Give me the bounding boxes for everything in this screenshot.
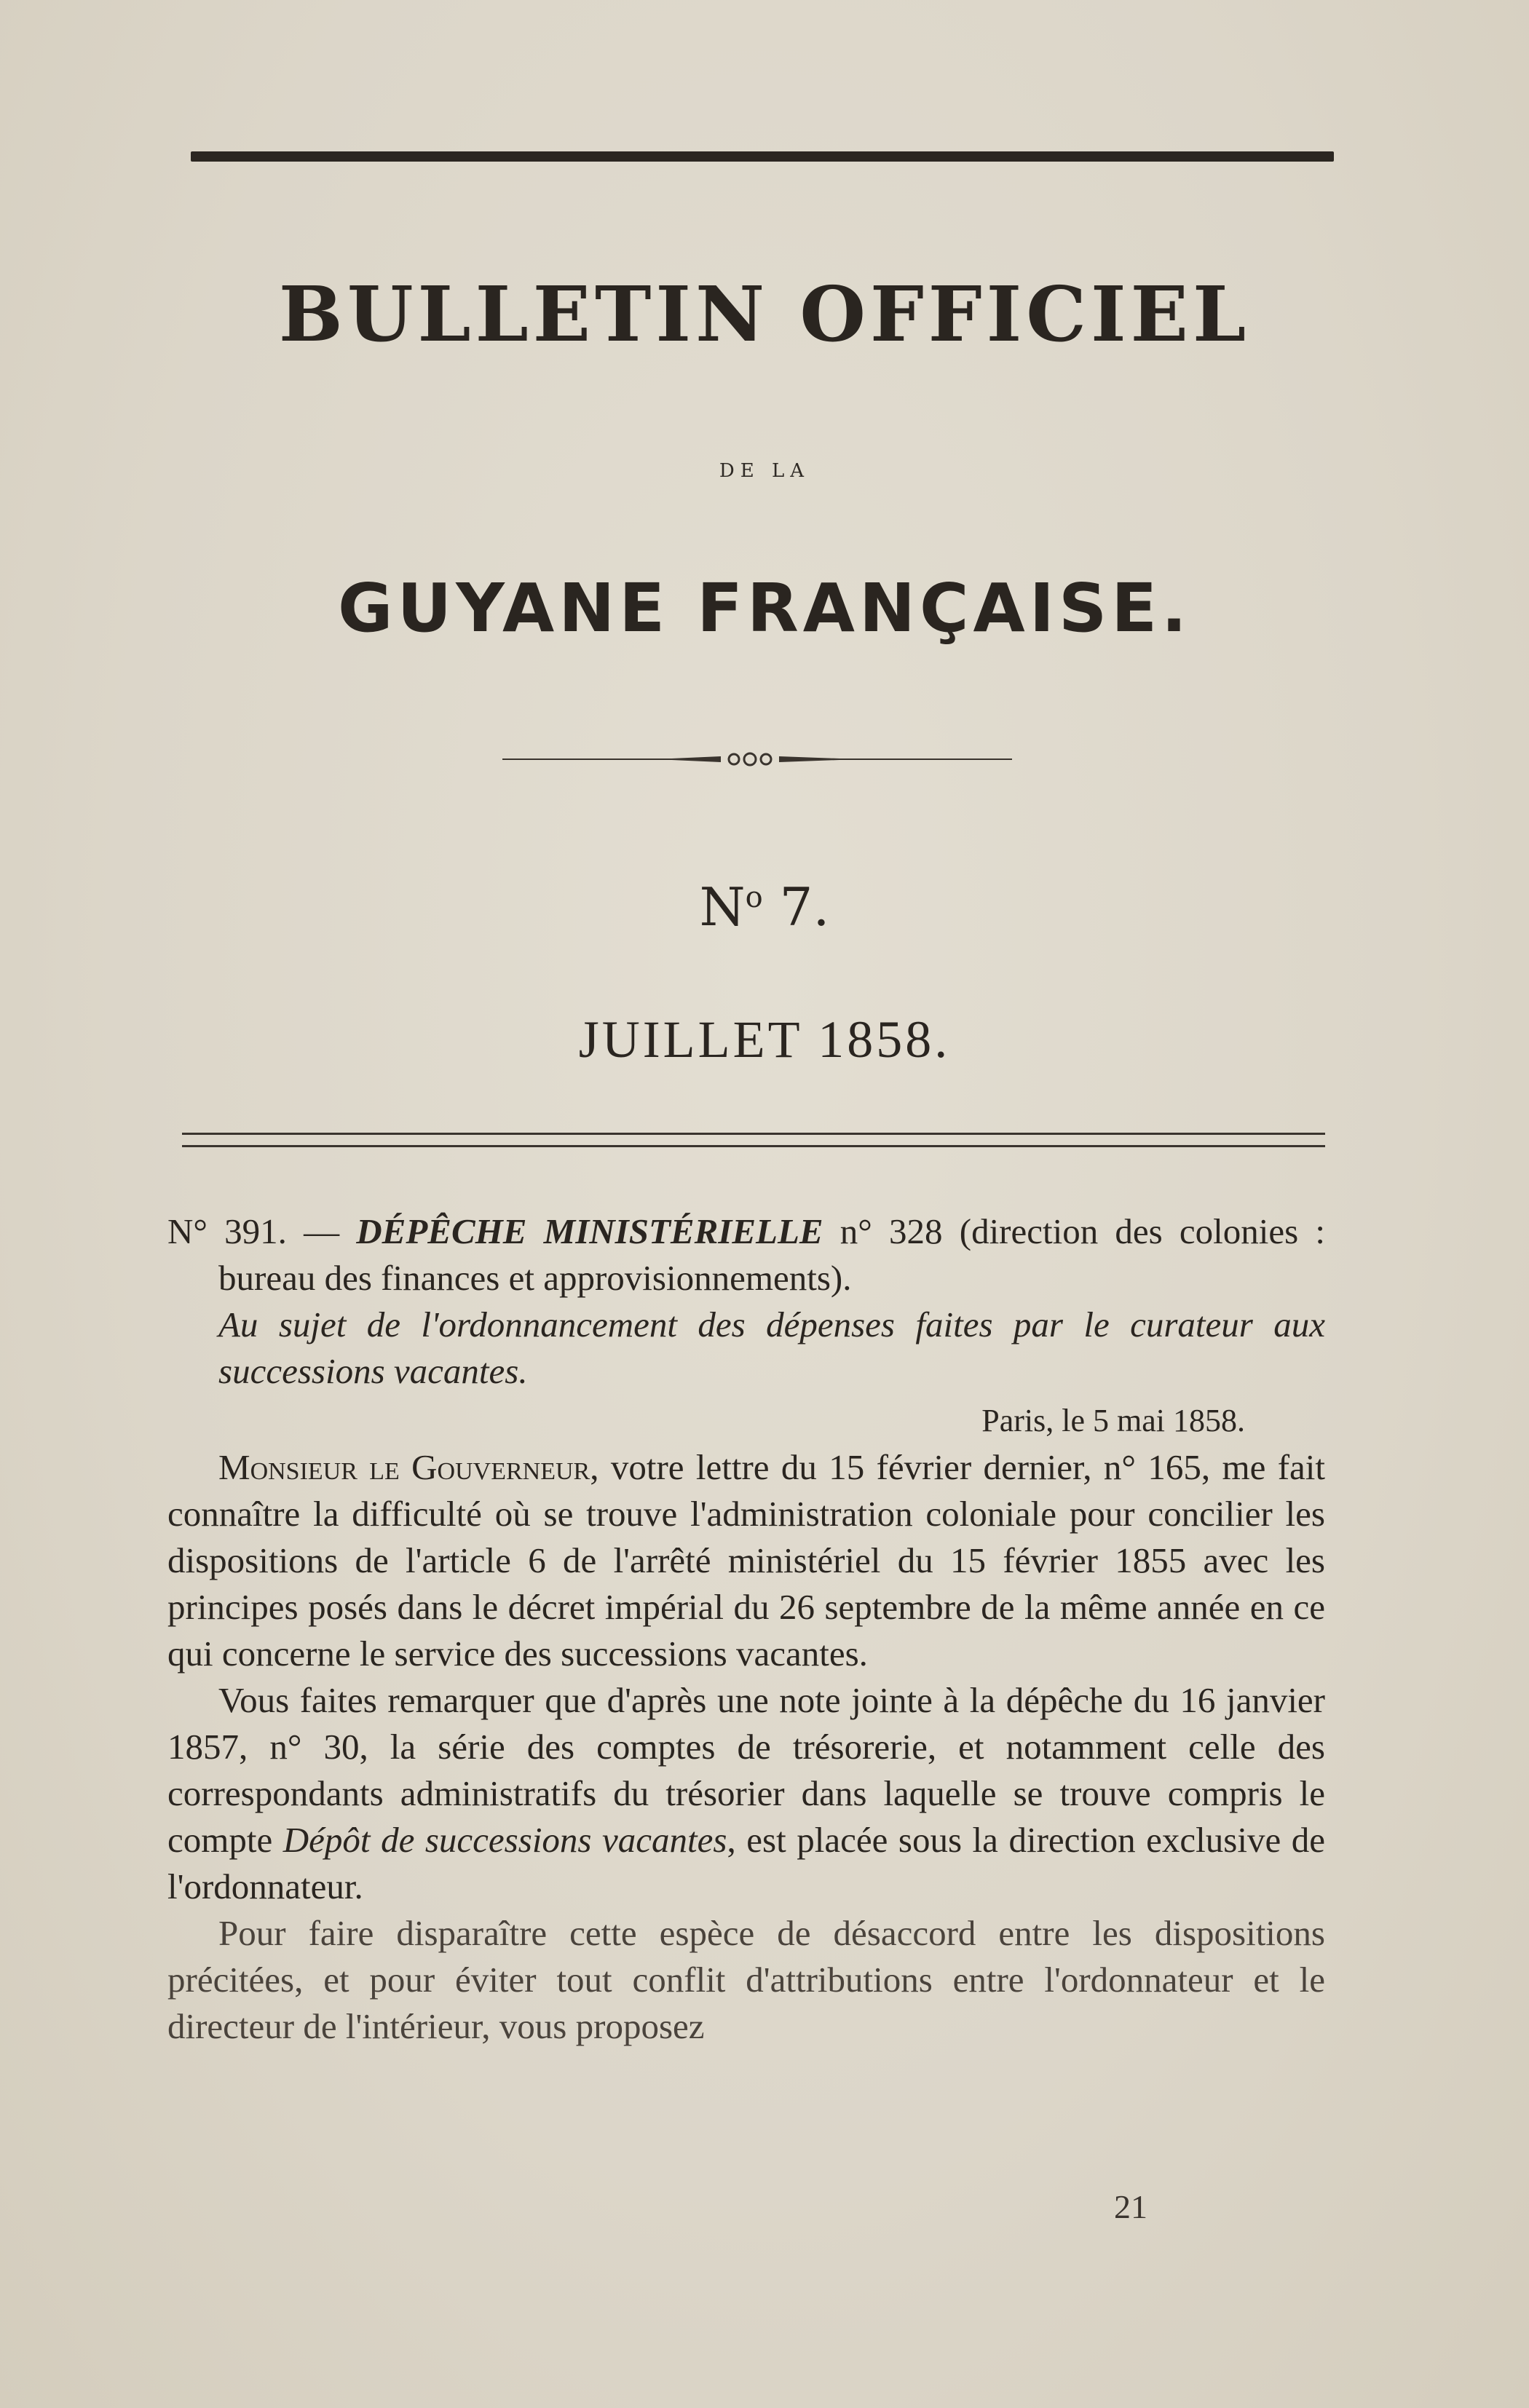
bulletin-title: BULLETIN OFFICIEL (278, 269, 1251, 359)
paragraph-2: Vous faites remarquer que d'après une note jointe à la dépêche du 16 janvier 1857, n° 30, la série des comptes de trésorerie, et notamment celle des correspondants administratifs du trésorier dans laquelle se trouve compris le compte Dépôt de successions vacantes, est placée sous la direction exclusive de l'ordonnateur. (167, 1680, 1325, 1906)
ornament-divider (502, 748, 1012, 770)
issue-date: JUILLET 1858. (578, 1010, 951, 1069)
article-reference: n° 328 (direction des colonies : bureau des finances et approvisionnements). (218, 1211, 1326, 1298)
article-number: N° 391. — (167, 1211, 357, 1251)
issue-number: $N^o$ 7. (699, 876, 830, 938)
article-subject: Au sujet de l'ordonnancement des dépenses faites par le curateur aux successions vacantes. (218, 1304, 1325, 1391)
double-rule (182, 1133, 1325, 1147)
title-connector: DE LA (719, 460, 810, 482)
colony-title: GUYANE FRANÇAISE. (338, 569, 1191, 647)
page-number: 21 (1114, 2188, 1147, 2225)
salutation: Monsieur le Gouverneur (218, 1447, 590, 1487)
account-name: Dépôt de successions vacantes (283, 1820, 727, 1860)
paragraph-3: Pour faire disparaître cette espèce de désaccord entre les dispositions précitées, et pour éviter tout conflit d'attributions entre l'ordonnateur et le directeur de l'intérieur, vous proposez (167, 1913, 1325, 2046)
article-heading (167, 1208, 1325, 1302)
top-rule (191, 151, 1334, 162)
place-date: Paris, le 5 mai 1858. (981, 1403, 1245, 1438)
article-type: DÉPÊCHE MINISTÉRIELLE (356, 1211, 823, 1251)
article-body (167, 1208, 1325, 2050)
paragraph-1: Monsieur le Gouverneur, votre lettre du 15 février dernier, n° 165, me fait connaître la difficulté où se trouve l'administration coloniale pour concilier les dispositions de l'article 6 de l'arrêté ministériel du 15 février 1855 avec les principes posés dans le décret impérial du 26 septembre de la même année en ce qui concerne le service des successions vacantes. (167, 1447, 1325, 1674)
